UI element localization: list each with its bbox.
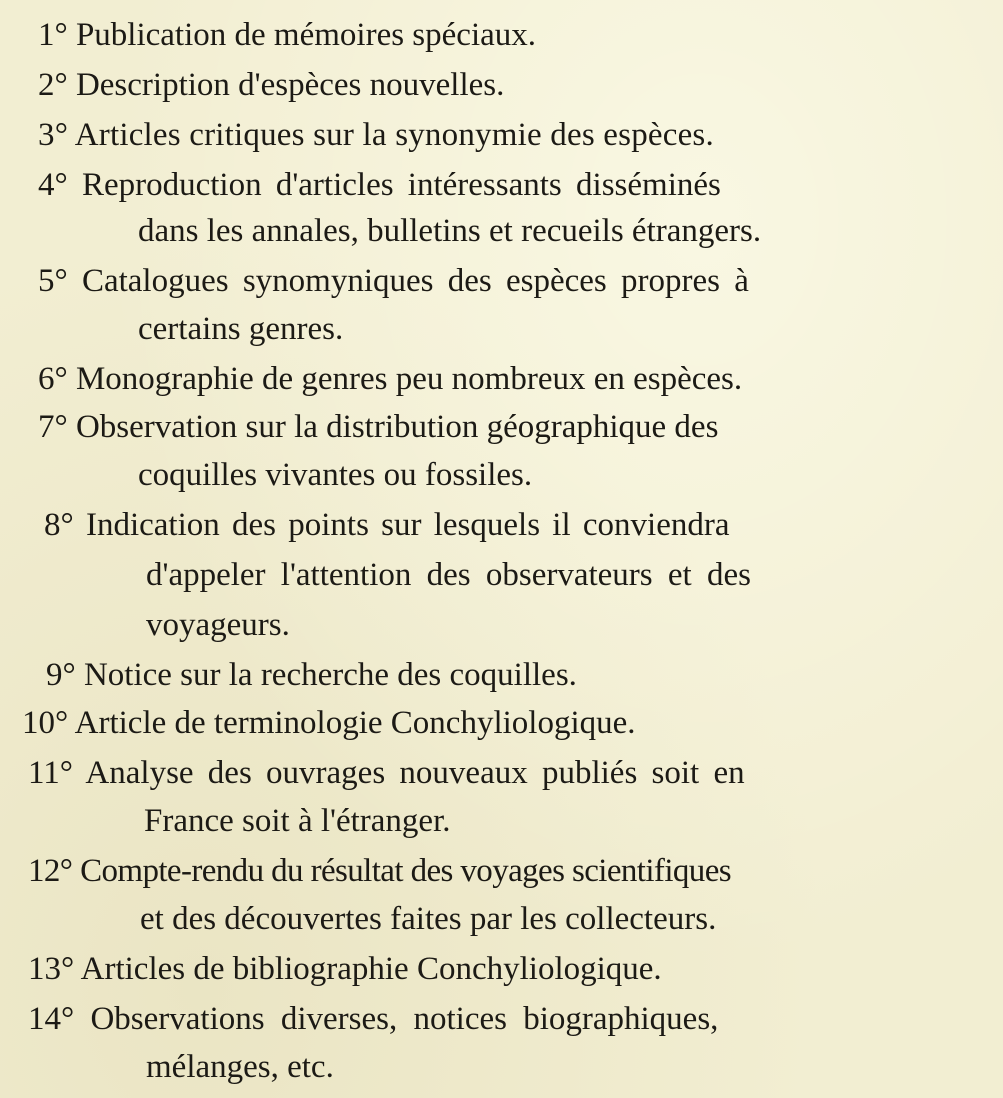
list-item-5 — [38, 258, 749, 304]
item-number: 5° — [38, 263, 68, 299]
item-number: 9° — [46, 657, 76, 693]
list-item-13 — [28, 946, 662, 992]
item-text: Compte-rendu du résultat des voyages scientifiques — [80, 853, 731, 889]
list-item-14 — [28, 996, 718, 1042]
list-item-14-continuation: mélanges, etc. — [146, 1049, 334, 1085]
item-text: Description d'espèces nouvelles. — [75, 67, 505, 103]
item-number: 8° — [44, 507, 74, 543]
item-text: Monographie de genres peu nombreux en espèces. — [75, 361, 743, 397]
item-number: 11° — [28, 755, 73, 791]
list-item-12 — [28, 848, 731, 894]
item-text: Analyse des ouvrages nouveaux publiés soit en — [85, 755, 745, 791]
list-item-8 — [44, 502, 730, 548]
item-text: Reproduction d'articles intéressants disséminés — [81, 167, 721, 203]
list-item-4-continuation: dans les annales, bulletins et recueils étrangers. — [138, 213, 762, 249]
list-item-3 — [38, 112, 714, 158]
item-text: Notice sur la recherche des coquilles. — [83, 657, 577, 693]
item-text: Article de terminologie Conchyliologique. — [74, 705, 636, 741]
item-number: 14° — [28, 1001, 75, 1037]
item-text: Articles de bibliographie Conchyliologique. — [80, 951, 662, 987]
list-item-7-continuation: coquilles vivantes ou fossiles. — [138, 457, 533, 493]
item-text: Articles critiques sur la synonymie des espèces. — [74, 117, 714, 153]
list-item-8-continuation: voyageurs. — [146, 607, 290, 643]
list-item-11 — [28, 750, 745, 796]
item-number: 13° — [28, 951, 75, 987]
list-item-6 — [38, 356, 742, 402]
item-text: Observations diverses, notices biographiques, — [90, 1001, 719, 1037]
list-item-9 — [46, 652, 577, 698]
list-item-10 — [22, 700, 636, 746]
item-number: 10° — [22, 705, 69, 741]
item-number: 7° — [38, 409, 68, 445]
item-number: 2° — [38, 67, 68, 103]
item-text: Indication des points sur lesquels il conviendra — [85, 507, 730, 543]
list-item-12-continuation: et des découvertes faites par les collecteurs. — [140, 901, 717, 937]
item-text: Catalogues synomyniques des espèces propres à — [81, 263, 749, 299]
list-item-11-continuation: France soit à l'étranger. — [144, 803, 451, 839]
list-item-1 — [38, 12, 536, 58]
item-text: Publication de mémoires spéciaux. — [75, 17, 537, 53]
item-number: 3° — [38, 117, 69, 153]
list-item-7 — [38, 404, 718, 450]
list-item-5-continuation: certains genres. — [138, 311, 344, 347]
list-item-4 — [38, 162, 721, 208]
item-number: 12° — [28, 853, 73, 889]
item-number: 6° — [38, 361, 68, 397]
list-item-8-continuation: d'appeler l'attention des observateurs et des — [146, 557, 751, 593]
item-number: 4° — [38, 167, 68, 203]
list-item-2 — [38, 62, 504, 108]
item-text: Observation sur la distribution géographique des — [75, 409, 719, 445]
item-number: 1° — [38, 17, 68, 53]
